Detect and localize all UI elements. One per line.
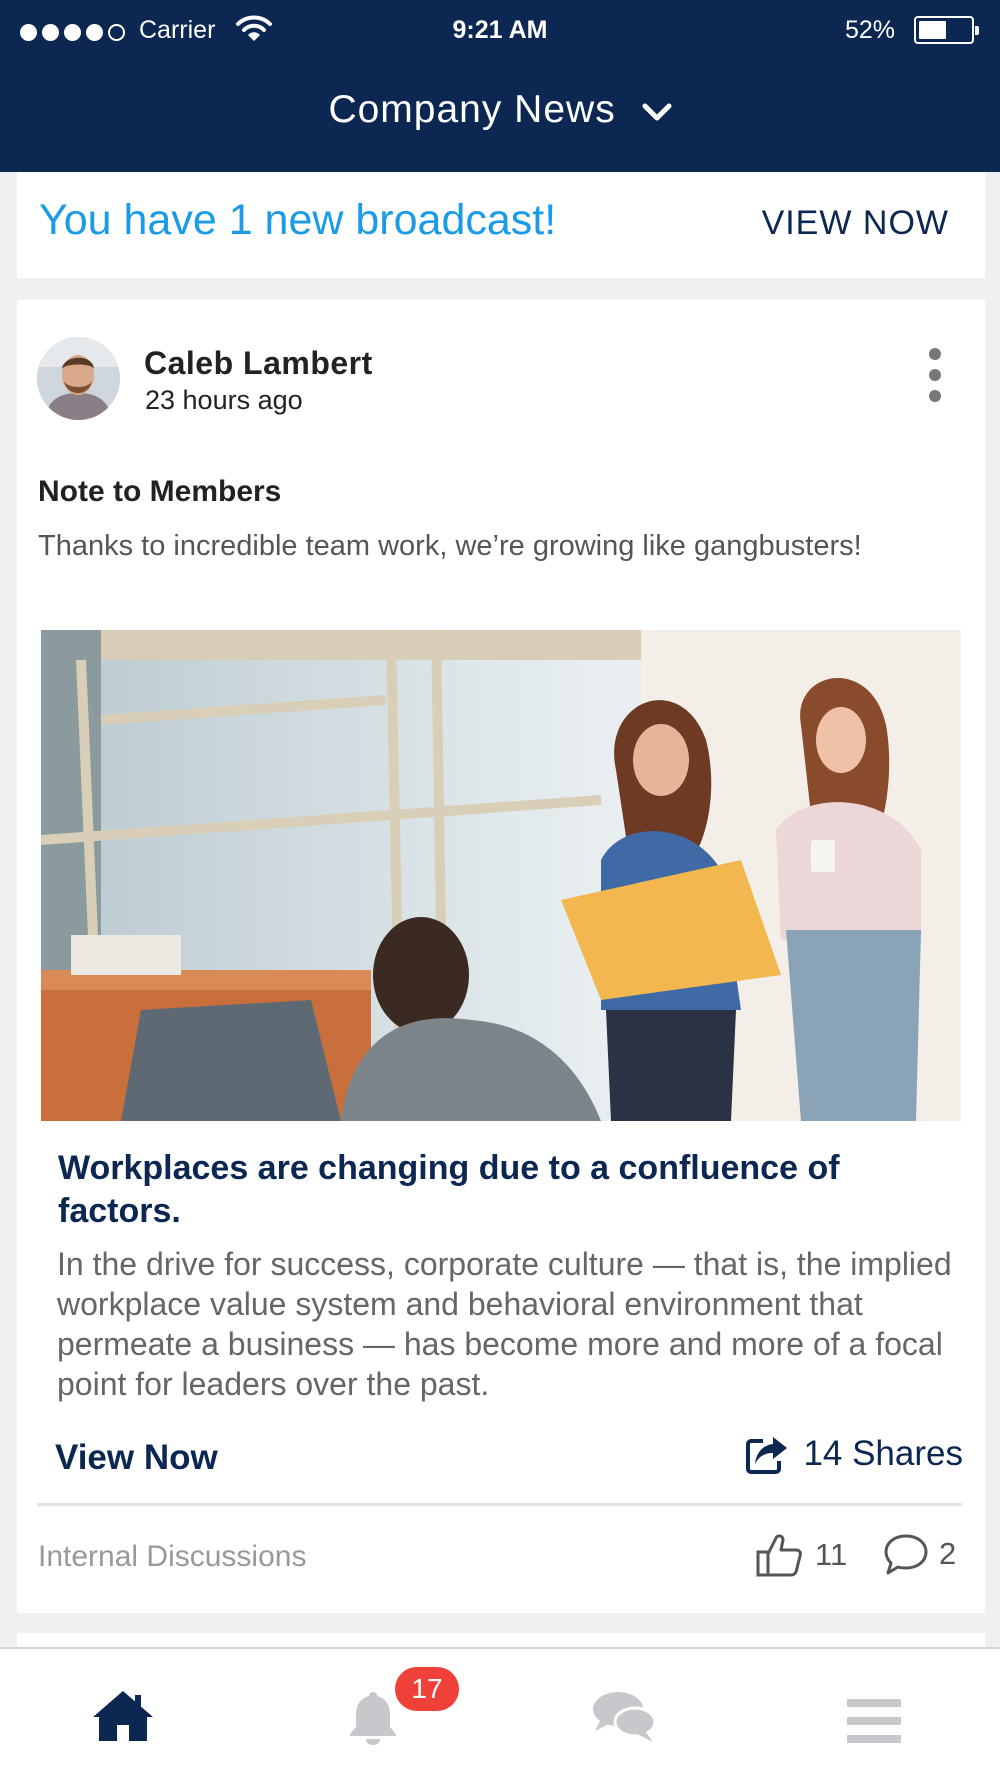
tab-menu[interactable]	[847, 1699, 901, 1748]
tab-home[interactable]	[91, 1689, 155, 1748]
post-timestamp: 23 hours ago	[145, 385, 303, 415]
comment-button[interactable]	[883, 1532, 956, 1576]
avatar[interactable]	[37, 337, 120, 420]
channel-name[interactable]: Internal Discussions	[38, 1540, 307, 1573]
like-button[interactable]	[755, 1532, 847, 1578]
comment-icon	[883, 1532, 929, 1576]
post-body: Thanks to incredible team work, we’re growing like gangbusters!	[38, 530, 862, 562]
like-count: 11	[815, 1537, 848, 1572]
battery-percent: 52%	[844, 16, 895, 44]
page-title: Company News	[328, 88, 616, 131]
notification-badge: 17	[395, 1667, 459, 1711]
post-title: Note to Members	[38, 475, 282, 508]
bell-icon	[347, 1689, 399, 1745]
divider	[37, 1503, 962, 1506]
article-headline[interactable]: Workplaces are changing due to a confluence of factors.	[58, 1149, 840, 1230]
view-broadcast-button[interactable]: VIEW NOW	[761, 204, 949, 242]
chevron-down-icon	[642, 102, 672, 122]
next-post-card	[17, 1633, 985, 1647]
share-button[interactable]	[745, 1433, 963, 1475]
comment-count: 2	[939, 1536, 957, 1571]
post-card	[17, 300, 985, 1613]
broadcast-banner	[17, 172, 985, 278]
tab-messages[interactable]	[591, 1689, 657, 1750]
chat-icon	[591, 1689, 657, 1745]
carrier-name: Carrier	[139, 16, 216, 44]
thumbs-up-icon	[755, 1532, 803, 1578]
tab-bar	[0, 1647, 1000, 1778]
more-options-icon[interactable]	[925, 348, 945, 411]
tab-notifications[interactable]	[347, 1689, 399, 1750]
top-bar	[0, 0, 1000, 172]
article-excerpt: In the drive for success, corporate culture — that is, the implied workplace value system and behavioral environment that permeate a business — has become more and more of a focal point for leaders over the past.	[57, 1246, 952, 1402]
view-article-button[interactable]: View Now	[55, 1438, 218, 1477]
article-image[interactable]	[41, 630, 961, 1121]
home-icon	[91, 1689, 155, 1743]
share-count: 14 Shares	[803, 1434, 963, 1473]
menu-icon	[847, 1699, 901, 1743]
share-icon	[745, 1433, 789, 1475]
author-name[interactable]: Caleb Lambert	[144, 345, 373, 381]
status-bar	[0, 0, 1000, 62]
broadcast-message: You have 1 new broadcast!	[39, 196, 557, 244]
status-time: 9:21 AM	[452, 16, 548, 44]
battery-icon	[914, 16, 974, 44]
feed-selector[interactable]	[0, 88, 1000, 132]
